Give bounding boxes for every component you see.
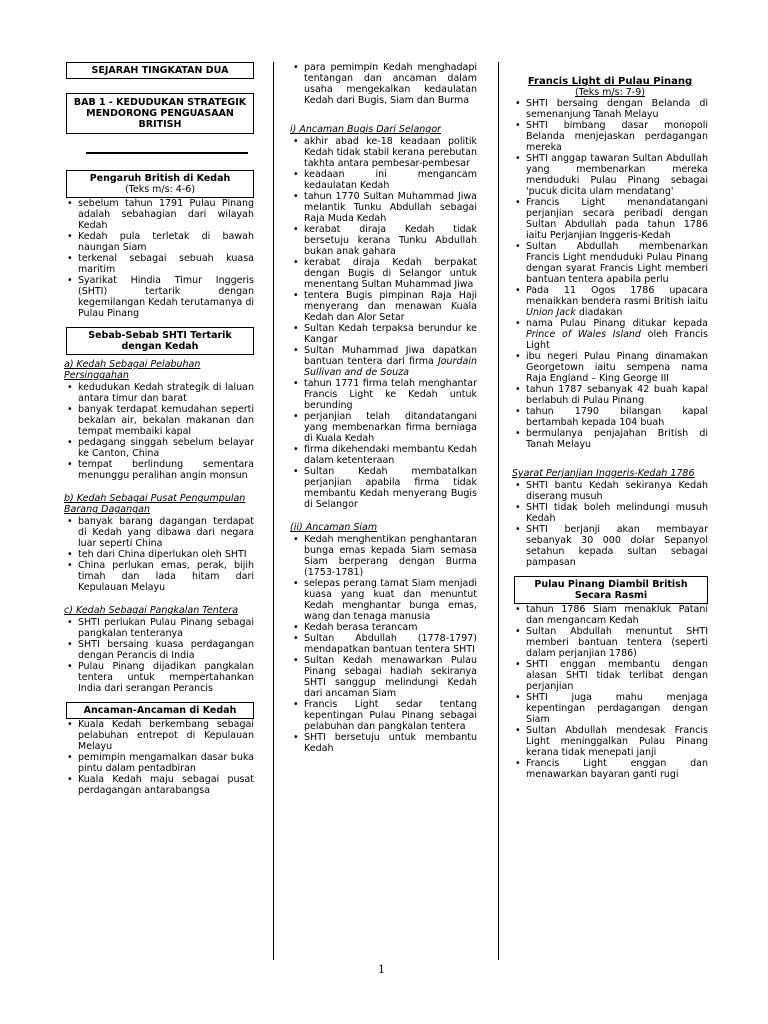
list-item: • SHTI berjanji akan membayar sebanyak 30 000 dolar Sepanyol setahun kepada sultan sebagai pampasan bbox=[512, 524, 708, 568]
flag-name: Union Jack bbox=[526, 307, 576, 318]
list-item: • Sultan Kedah membatalkan perjanjian apabila firma tidak membantu Kedah menyerang Bugis di Selangor bbox=[290, 466, 477, 510]
list-item: • tahun 1787 sebanyak 42 buah kapal berlabuh di Pulau Pinang bbox=[512, 384, 708, 406]
list-item: • SHTI anggap tawaran Sultan Abdullah yang membenarkan mereka menduduki Pulau Pinang sebagai 'pucuk dicita ulam mendatang' bbox=[512, 153, 708, 197]
list-item: • banyak barang dagangan terdapat di Kedah yang dibawa dari negara luar seperti China bbox=[64, 516, 254, 549]
list-item: • firma dikehendaki membantu Kedah dalam ketenteraan bbox=[290, 444, 477, 466]
list-item: • Kuala Kedah maju sebagai pusat perdagangan antarabangsa bbox=[64, 774, 254, 796]
list-item: • terkenal sebagai sebuah kuasa maritim bbox=[64, 253, 254, 275]
list-item: • pemimpin mengamalkan dasar buka pintu dalam pentadbiran bbox=[64, 752, 254, 774]
subsection-b-list bbox=[64, 516, 254, 593]
list-item: • kedudukan Kedah strategik di laluan antara timur dan barat bbox=[64, 382, 254, 404]
list-item: • Kedah berasa terancam bbox=[290, 622, 477, 633]
list-item bbox=[512, 318, 708, 351]
subsection-ii-list bbox=[290, 534, 477, 754]
list-item: • Sultan Abdullah mendesak Francis Light meninggalkan Pulau Pinang kerana tidak menepati janji bbox=[512, 725, 708, 758]
subject-title: SEJARAH TINGKATAN DUA bbox=[66, 62, 254, 79]
list-item: • Sultan Abdullah membenarkan Francis Light menduduki Pulau Pinang dengan syarat Francis Light memberi bantuan tentera apabila perlu bbox=[512, 241, 708, 285]
list-item-text: Pada 11 Ogos 1786 upacara menaikkan bendera rasmi British iaitu bbox=[526, 285, 708, 307]
pengaruh-list bbox=[64, 198, 254, 319]
list-item: • banyak terdapat kemudahan seperti bekalan air, bekalan makanan dan tempat membaiki kapal bbox=[64, 404, 254, 437]
section-pengaruh-british bbox=[66, 170, 254, 198]
list-item: • Pulau Pinang dijadikan pangkalan tentera untuk mempertahankan India dari serangan Perancis bbox=[64, 661, 254, 694]
subsection-c-list bbox=[64, 617, 254, 694]
subsection-b-title: b) Kedah Sebagai Pusat Pengumpulan Barang Dagangan bbox=[64, 493, 246, 515]
list-item: • SHTI enggan membantu dengan alasan SHTI tidak terlibat dengan perjanjian bbox=[512, 659, 708, 692]
list-item: • SHTI bantu Kedah sekiranya Kedah diserang musuh bbox=[512, 480, 708, 502]
list-item: • tentera Bugis pimpinan Raja Haji menyerang dan menawan Kuala Kedah dan Alor Setar bbox=[290, 290, 477, 323]
syarat-list bbox=[512, 480, 708, 568]
list-item: • sebelum tahun 1791 Pulau Pinang adalah sebahagian dari wilayah Kedah bbox=[64, 198, 254, 231]
syarat-perjanjian-title: Syarat Perjanjian Inggeris-Kedah 1786 bbox=[512, 468, 695, 479]
list-item: • Sultan Abdullah menuntut SHTI memberi bantuan tentera (seperti dalam perjanjian 1786) bbox=[512, 626, 708, 659]
list-item: • tahun 1786 Siam menakluk Patani dan mengancam Kedah bbox=[512, 604, 708, 626]
list-item: • ibu negeri Pulau Pinang dinamakan Georgetown iaitu sempena nama Raja England – King George III bbox=[512, 351, 708, 384]
list-item bbox=[290, 345, 477, 378]
list-item: • tempat berlindung sementara menunggu peralihan angin monsun bbox=[64, 459, 254, 481]
list-item: • Kedah menghentikan penghantaran bunga emas kepada Siam semasa Siam berperang dengan Burma (1753-1781) bbox=[290, 534, 477, 578]
section-pulau-pinang-diambil: Pulau Pinang Diambil British Secara Rasmi bbox=[514, 576, 708, 604]
page-number: 1 bbox=[378, 963, 385, 976]
subsection-i-title: i) Ancaman Bugis Dari Selangor bbox=[290, 124, 442, 135]
list-item: • Sultan Abdullah (1778-1797) mendapatkan bantuan tentera SHTI bbox=[290, 633, 477, 655]
column-2 bbox=[290, 62, 477, 754]
list-item: • SHTI juga mahu menjaga kepentingan perdagangan dengan Siam bbox=[512, 692, 708, 725]
pulau-pinang-list bbox=[512, 604, 708, 780]
list-item: • Kedah pula terletak di bawah naungan Siam bbox=[64, 231, 254, 253]
section-ref: (Teks m/s: 4-6) bbox=[124, 184, 196, 195]
list-item: • SHTI bimbang dasar monopoli Belanda menjejaskan perdagangan mereka bbox=[512, 120, 708, 153]
chapter-title: BAB 1 - KEDUDUKAN STRATEGIK MENDORONG PENGUASAAN BRITISH bbox=[66, 93, 254, 134]
list-item: • tahun 1790 bilangan kapal bertambah kepada 104 buah bbox=[512, 406, 708, 428]
list-item: • tahun 1771 firma telah menghantar Francis Light ke Kedah untuk berunding bbox=[290, 378, 477, 411]
section-title: Pengaruh British di Kedah bbox=[89, 173, 231, 184]
list-item: • China perlukan emas, perak, bijih timah dan lada hitam dari Kepulauan Melayu bbox=[64, 560, 254, 593]
subsection-c-title: c) Kedah Sebagai Pangkalan Tentera bbox=[64, 605, 239, 616]
list-item: • SHTI tidak boleh melindungi musuh Kedah bbox=[512, 502, 708, 524]
subsection-i-list bbox=[290, 136, 477, 510]
section-francis-light-title: Francis Light di Pulau Pinang bbox=[527, 76, 693, 87]
list-item-text: diadakan bbox=[578, 307, 623, 318]
list-item: • selepas perang tamat Siam menjadi kuasa yang kuat dan menuntut Kedah menghantar bunga emas, wang dan tenaga manusia bbox=[290, 578, 477, 622]
column-divider-2 bbox=[498, 62, 499, 960]
list-item: • Kuala Kedah berkembang sebagai pelabuhan entrepot di Kepulauan Melayu bbox=[64, 719, 254, 752]
ancaman-list-continued bbox=[290, 62, 477, 106]
list-item: • Sultan Kedah terpaksa berundur ke Kangar bbox=[290, 323, 477, 345]
francis-light-list bbox=[512, 98, 708, 450]
list-item: • para pemimpin Kedah menghadapi tentangan dan ancaman dalam usaha mengekalkan kedaulatan Kedah dari Bugis, Siam dan Burma bbox=[290, 62, 477, 106]
section-ancaman: Ancaman-Ancaman di Kedah bbox=[66, 702, 254, 719]
divider-rule bbox=[86, 152, 248, 154]
list-item: • bermulanya penjajahan British di Tanah Melayu bbox=[512, 428, 708, 450]
list-item: • Francis Light sedar tentang kepentingan Pulau Pinang sebagai pelabuhan dan pangkalan tentera bbox=[290, 699, 477, 732]
list-item: • Francis Light enggan dan menawarkan bayaran ganti rugi bbox=[512, 758, 708, 780]
list-item: • keadaan ini mengancam kedaulatan Kedah bbox=[290, 169, 477, 191]
subsection-ii-title: (ii) Ancaman Siam bbox=[290, 522, 378, 533]
list-item-text: nama Pulau Pinang ditukar kepada bbox=[526, 318, 708, 329]
list-item: • SHTI perlukan Pulau Pinang sebagai pangkalan tenteranya bbox=[64, 617, 254, 639]
column-3 bbox=[512, 62, 708, 780]
list-item: • kerabat diraja Kedah tidak bersetuju kerana Tunku Abdullah bukan anak gahara bbox=[290, 224, 477, 257]
subsection-a-list bbox=[64, 382, 254, 481]
list-item-text: oleh Francis Light bbox=[526, 329, 708, 351]
list-item: • pedagang singgah sebelum belayar ke Canton, China bbox=[64, 437, 254, 459]
ancaman-list bbox=[64, 719, 254, 796]
column-divider-1 bbox=[273, 62, 274, 960]
subsection-a-title: a) Kedah Sebagai Pelabuhan Persinggahan bbox=[64, 359, 201, 381]
island-name: Prince of Wales Island bbox=[526, 329, 641, 340]
firm-name: Jourdain Sullivan and de Souza bbox=[304, 356, 477, 378]
list-item bbox=[512, 285, 708, 318]
section-sebab-shti: Sebab-Sebab SHTI Tertarik dengan Kedah bbox=[66, 327, 254, 355]
list-item: • SHTI bersaing dengan Belanda di semenanjung Tanah Melayu bbox=[512, 98, 708, 120]
list-item: • SHTI bersetuju untuk membantu Kedah bbox=[290, 732, 477, 754]
list-item: • Sultan Kedah menawarkan Pulau Pinang sebagai hadiah sekiranya SHTI sanggup melindungi Kedah dari ancaman Siam bbox=[290, 655, 477, 699]
column-1 bbox=[64, 62, 254, 796]
list-item-text: Sultan Muhammad Jiwa dapatkan bantuan tentera dari firma bbox=[304, 345, 477, 367]
list-item: • Syarikat Hindia Timur Inggeris (SHTI) tertarik dengan kegemilangan Kedah terutamanya di Pulau Pinang bbox=[64, 275, 254, 319]
list-item: • Francis Light menandatangani perjanjian secara peribadi dengan Sultan Abdullah pada tahun 1786 iaitu Perjanjian Inggeris-Kedah bbox=[512, 197, 708, 241]
list-item: • kerabat diraja Kedah berpakat dengan Bugis di Selangor untuk menentang Sultan Muhammad Jiwa bbox=[290, 257, 477, 290]
list-item: • SHTI bersaing kuasa perdagangan dengan Perancis di India bbox=[64, 639, 254, 661]
list-item: • akhir abad ke-18 keadaan politik Kedah tidak stabil kerana perebutan takhta antara pembesar-pembesar bbox=[290, 136, 477, 169]
list-item: • tahun 1770 Sultan Muhammad Jiwa melantik Tunku Abdullah sebagai Raja Muda Kedah bbox=[290, 191, 477, 224]
section-francis-light-ref: (Teks m/s: 7-9) bbox=[574, 87, 646, 98]
list-item: • perjanjian telah ditandatangani yang membenarkan firma berniaga di Kuala Kedah bbox=[290, 411, 477, 444]
list-item: • teh dari China diperlukan oleh SHTI bbox=[64, 549, 254, 560]
